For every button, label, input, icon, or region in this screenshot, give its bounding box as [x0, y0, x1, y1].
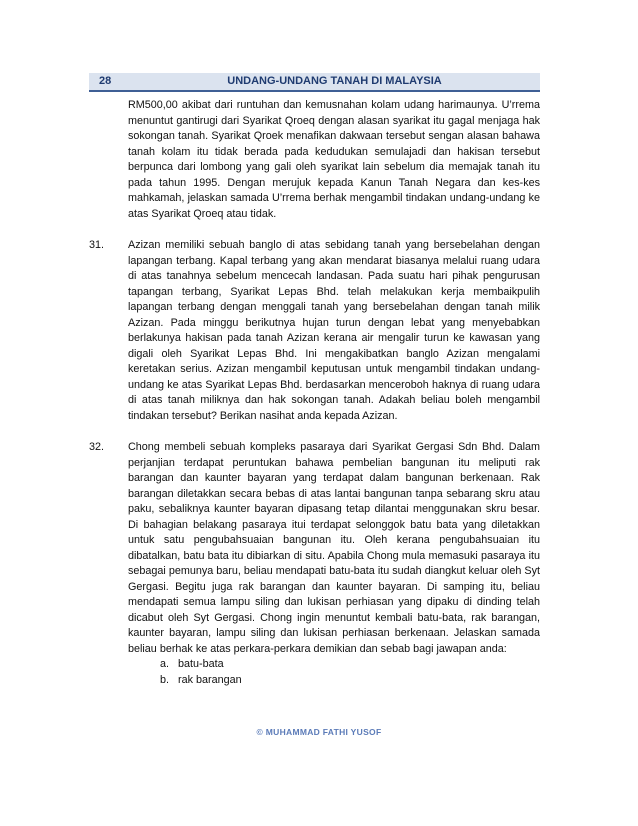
sub-item-a [160, 657, 540, 673]
sub-item-label: b. [160, 673, 170, 686]
intro-paragraph: RM500,00 akibat dari runtuhan dan kemusnahan kolam udang harimaunya. U’rrema menuntut gantirugi dari Syarikat Qroeq dengan alasan syarikat itu gagal menjaga hak sokongan tanah. Syarikat Qroek menafikan dakwaan tersebut sengan alasan bahawa tanah kolam itu tidak berada pada kedudukan semulajadi dan hakisan tersebut berpunca dari lombong yang gali oleh syarikat lain sebelum dia memajak tanah itu pada tahun 1995. Dengan merujuk kepada Kanun Tanah Negara dan kes-kes mahkamah, jelaskan samada U’rrema berhak mengambil tindakan undang-undang ke atas Syarikat Qroeq atau tidak. [128, 99, 540, 220]
sub-item-b [160, 673, 540, 689]
question-number: 32. [89, 441, 105, 453]
page-number: 28 [99, 75, 112, 87]
question-32 [89, 440, 540, 688]
question-number: 31. [89, 239, 105, 251]
page-footer: © MUHAMMAD FATHI YUSOF [256, 727, 382, 737]
sub-item-text: batu-bata [178, 658, 224, 670]
running-title: UNDANG-UNDANG TANAH DI MALAYSIA [227, 75, 442, 87]
page-header [89, 73, 540, 92]
question-body [128, 440, 540, 688]
question-31 [89, 238, 540, 424]
page-body [89, 98, 540, 688]
question-text: Chong membeli sebuah kompleks pasaraya dari Syarikat Gergasi Sdn Bhd. Dalam perjanjian terdapat peruntukan bahawa pembelian bangunan itu meliputi rak barangan dan kaunter bayaran yang terdapat dalam bangunan berkenaan. Rak barangan diletakkan secara bebas di atas lantai bangunan tanpa sebarang skru atau paku, sebaliknya kaunter bayaran dipasang tetap dilantai menggunakan skru besar. Di bahagian belakang pasaraya itui terdapat selonggok batu bata yang diletakkan untuk satu pengubahsuaian bangunan itu. Oleh kerana pengubahsuaian itu dibatalkan, batu bata itu dibiarkan di situ. Apabila Chong mula memasuki pasaraya itu sebagai pemunya baru, beliau mendapati batu-bata itu sudah diangkut keluar oleh Syt Gergasi. Begitu juga rak barangan dan kaunter bayaran. Di samping itu, beliau mendapati semua lampu siling dan lukisan perhiasan yang dipaku di dinding telah dicabut oleh Syt Gergasi. Chong ingin menuntut kembali batu-bata, rak barangan, kaunter bayaran, lampu siling dan lukisan perhiasan berkenaan. Jelaskan samada beliau berhak ke atas perkara-perkara demikian dan sebab bagi jawapan anda: [128, 441, 540, 655]
question-text: Azizan memiliki sebuah banglo di atas sebidang tanah yang bersebelahan dengan lapangan terbang. Kapal terbang yang akan mendarat biasanya melalui ruang udara di atas tanahnya sebelum mencecah landasan. Pada suatu hari pihak pengurusan tapangan terbang, Syarikat Lepas Bhd. telah melakukan kerja membaikpulih lapangan terbang dengan menggali tanah yang bersebelahan dengan tanah milik Azizan. Pada minggu berikutnya hujan turun dengan lebat yang menyebabkan berlakunya hakisan pada tanah Azizan kerana air mengalir turun ke kawasan yang digali oleh Syarikat Lepas Bhd. Ini mengakibatkan banglo Azizan mengalami keretakan serius. Azizan mengambil keputusan untuk mengambil tindakan undang-undang ke atas Syarikat Lepas Bhd. berdasarkan menceroboh haknya di ruang udara di atas tanah miliknya dan hak sokongan tanah. Adakah beliau boleh mengambil tindakan tersebut? Berikan nasihat anda kepada Azizan. [128, 239, 540, 422]
sub-item-text: rak barangan [178, 673, 242, 686]
sub-item-label: a. [160, 658, 170, 670]
